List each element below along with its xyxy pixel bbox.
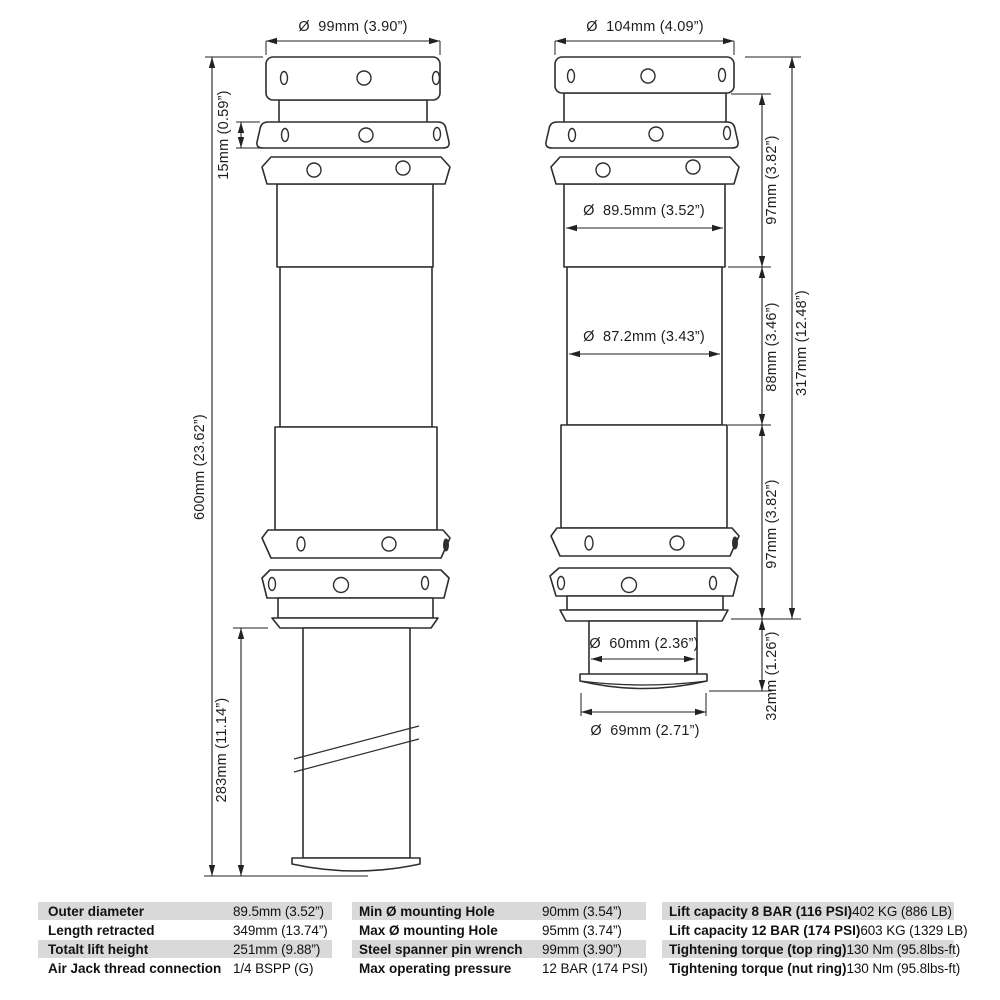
- table-row: [352, 921, 646, 939]
- left-ring-a-hole-center: [359, 128, 373, 142]
- right-ring-d-hole-right: [710, 577, 717, 590]
- left-bottom-band: [272, 618, 438, 628]
- spec-value: 99mm (3.90”): [542, 941, 622, 957]
- right-ring-c-hole-edge: [733, 537, 738, 549]
- table-row: [38, 902, 332, 920]
- spec-label: Min Ø mounting Hole: [359, 903, 495, 919]
- spec-label: Steel spanner pin wrench: [359, 941, 523, 957]
- right-bottom-band: [560, 610, 728, 621]
- spec-value: 130 Nm (95.8lbs-ft): [846, 960, 961, 976]
- right-ring-b-hole-2: [686, 160, 700, 174]
- right-plate-hole-left: [568, 70, 575, 83]
- table-row: [352, 959, 646, 977]
- left-total-height-label: 600mm (23.62”): [192, 414, 208, 520]
- right-middle-cylinder: [567, 267, 722, 425]
- left-jack-drawing: [257, 57, 450, 871]
- left-plate-hole-right: [433, 72, 440, 85]
- right-ring-c-hole-left: [585, 536, 593, 550]
- spec-label: Max Ø mounting Hole: [359, 922, 498, 938]
- spec-value: 12 BAR (174 PSI): [542, 960, 648, 976]
- table-row: [662, 959, 961, 977]
- right-ring-c-hole-center: [670, 536, 684, 550]
- table-row: [352, 902, 646, 920]
- left-ring-a-hole-right: [434, 128, 441, 141]
- right-foot-diameter-label: Ø 69mm (2.71”): [590, 723, 700, 739]
- right-upper-diameter-label: Ø 89.5mm (3.52”): [583, 203, 705, 219]
- right-jack-drawing: [546, 57, 739, 689]
- right-seg-bottom-label: 97mm (3.82”): [764, 479, 780, 569]
- right-seg-top-label: 97mm (3.82”): [764, 135, 780, 225]
- right-ring-d-hole-center: [622, 578, 637, 593]
- right-top-ring-b: [551, 157, 739, 184]
- spec-value: 603 KG (1329 LB): [860, 922, 968, 938]
- right-plate-hole-right: [719, 69, 726, 82]
- spec-label: Totalt lift height: [48, 941, 149, 957]
- right-collar-diameter-label: Ø 60mm (2.36”): [589, 636, 699, 652]
- left-middle-cylinder: [280, 267, 432, 427]
- spec-label: Lift capacity 8 BAR (116 PSI): [669, 903, 853, 919]
- left-body-bottom: [278, 598, 433, 618]
- spec-label: Length retracted: [48, 922, 155, 938]
- spec-column-dimensions: [38, 902, 332, 978]
- right-ring-b-hole-1: [596, 163, 610, 177]
- table-row: [662, 921, 968, 939]
- spec-value: 95mm (3.74”): [542, 922, 622, 938]
- right-seg-mid-label: 88mm (3.46”): [764, 302, 780, 392]
- left-ring-thickness-label: 15mm (0.59”): [216, 90, 232, 180]
- spec-value: 130 Nm (95.8lbs-ft): [846, 941, 961, 957]
- right-lower-cylinder: [561, 425, 727, 528]
- left-ring-c-hole-center: [382, 537, 396, 551]
- right-plate-hole-center: [641, 69, 655, 83]
- spec-label: Outer diameter: [48, 903, 145, 919]
- spec-label: Lift capacity 12 BAR (174 PSI): [669, 922, 861, 938]
- left-ring-d-hole-right: [422, 577, 429, 590]
- left-plate-hole-center: [357, 71, 371, 85]
- left-plate-hole-left: [281, 72, 288, 85]
- table-row: [662, 902, 954, 920]
- right-upper-cylinder: [564, 184, 725, 267]
- right-ring-d-hole-left: [558, 577, 565, 590]
- right-mid-diameter-label: Ø 87.2mm (3.43”): [583, 329, 705, 345]
- left-foot-plate: [292, 858, 420, 871]
- left-ring-b-hole-2: [396, 161, 410, 175]
- left-bottom-ring-a: [262, 530, 450, 558]
- left-ring-d-hole-center: [334, 578, 349, 593]
- spec-value: 89.5mm (3.52”): [233, 903, 324, 919]
- right-bottom-ring-a: [551, 528, 739, 556]
- spec-column-mounting: [352, 902, 646, 978]
- table-row: [662, 940, 961, 958]
- left-ring-b-hole-1: [307, 163, 321, 177]
- left-top-diameter-label: Ø 99mm (3.90”): [298, 19, 408, 35]
- spec-column-capacity: [662, 902, 968, 978]
- right-body-bottom: [567, 596, 723, 610]
- table-row: [38, 940, 332, 958]
- spec-value: 251mm (9.88”): [233, 941, 321, 957]
- table-row: [38, 921, 332, 939]
- right-ring-a-hole-left: [569, 129, 576, 142]
- spec-value: 90mm (3.54”): [542, 903, 622, 919]
- spec-label: Air Jack thread connection: [48, 960, 222, 976]
- spec-label: Tightening torque (top ring): [669, 941, 847, 957]
- left-ring-c-hole-left: [297, 537, 305, 551]
- left-upper-cylinder: [277, 184, 433, 267]
- left-ring-c-hole-edge: [444, 539, 449, 551]
- left-ring-d-hole-left: [269, 578, 276, 591]
- table-row: [352, 940, 646, 958]
- right-top-diameter-label: Ø 104mm (4.09”): [586, 19, 704, 35]
- left-lower-cylinder: [275, 427, 437, 530]
- spec-label: Max operating pressure: [359, 960, 512, 976]
- right-body-label: 317mm (12.48”): [794, 290, 810, 396]
- table-row: [38, 959, 332, 977]
- right-foot-height-label: 32mm (1.26”): [764, 631, 780, 721]
- spec-value: 349mm (13.74”): [233, 922, 328, 938]
- right-ring-a-hole-center: [649, 127, 663, 141]
- spec-value: 402 KG (886 LB): [852, 903, 952, 919]
- spec-label: Tightening torque (nut ring): [669, 960, 847, 976]
- left-top-ring-b: [262, 157, 450, 184]
- left-top-plate: [266, 57, 440, 100]
- spec-value: 1/4 BSPP (G): [233, 960, 314, 976]
- left-ring-a-hole-left: [282, 129, 289, 142]
- right-neck-upper: [564, 93, 726, 123]
- left-piston-label: 283mm (11.14”): [214, 697, 230, 803]
- right-ring-a-hole-right: [724, 127, 731, 140]
